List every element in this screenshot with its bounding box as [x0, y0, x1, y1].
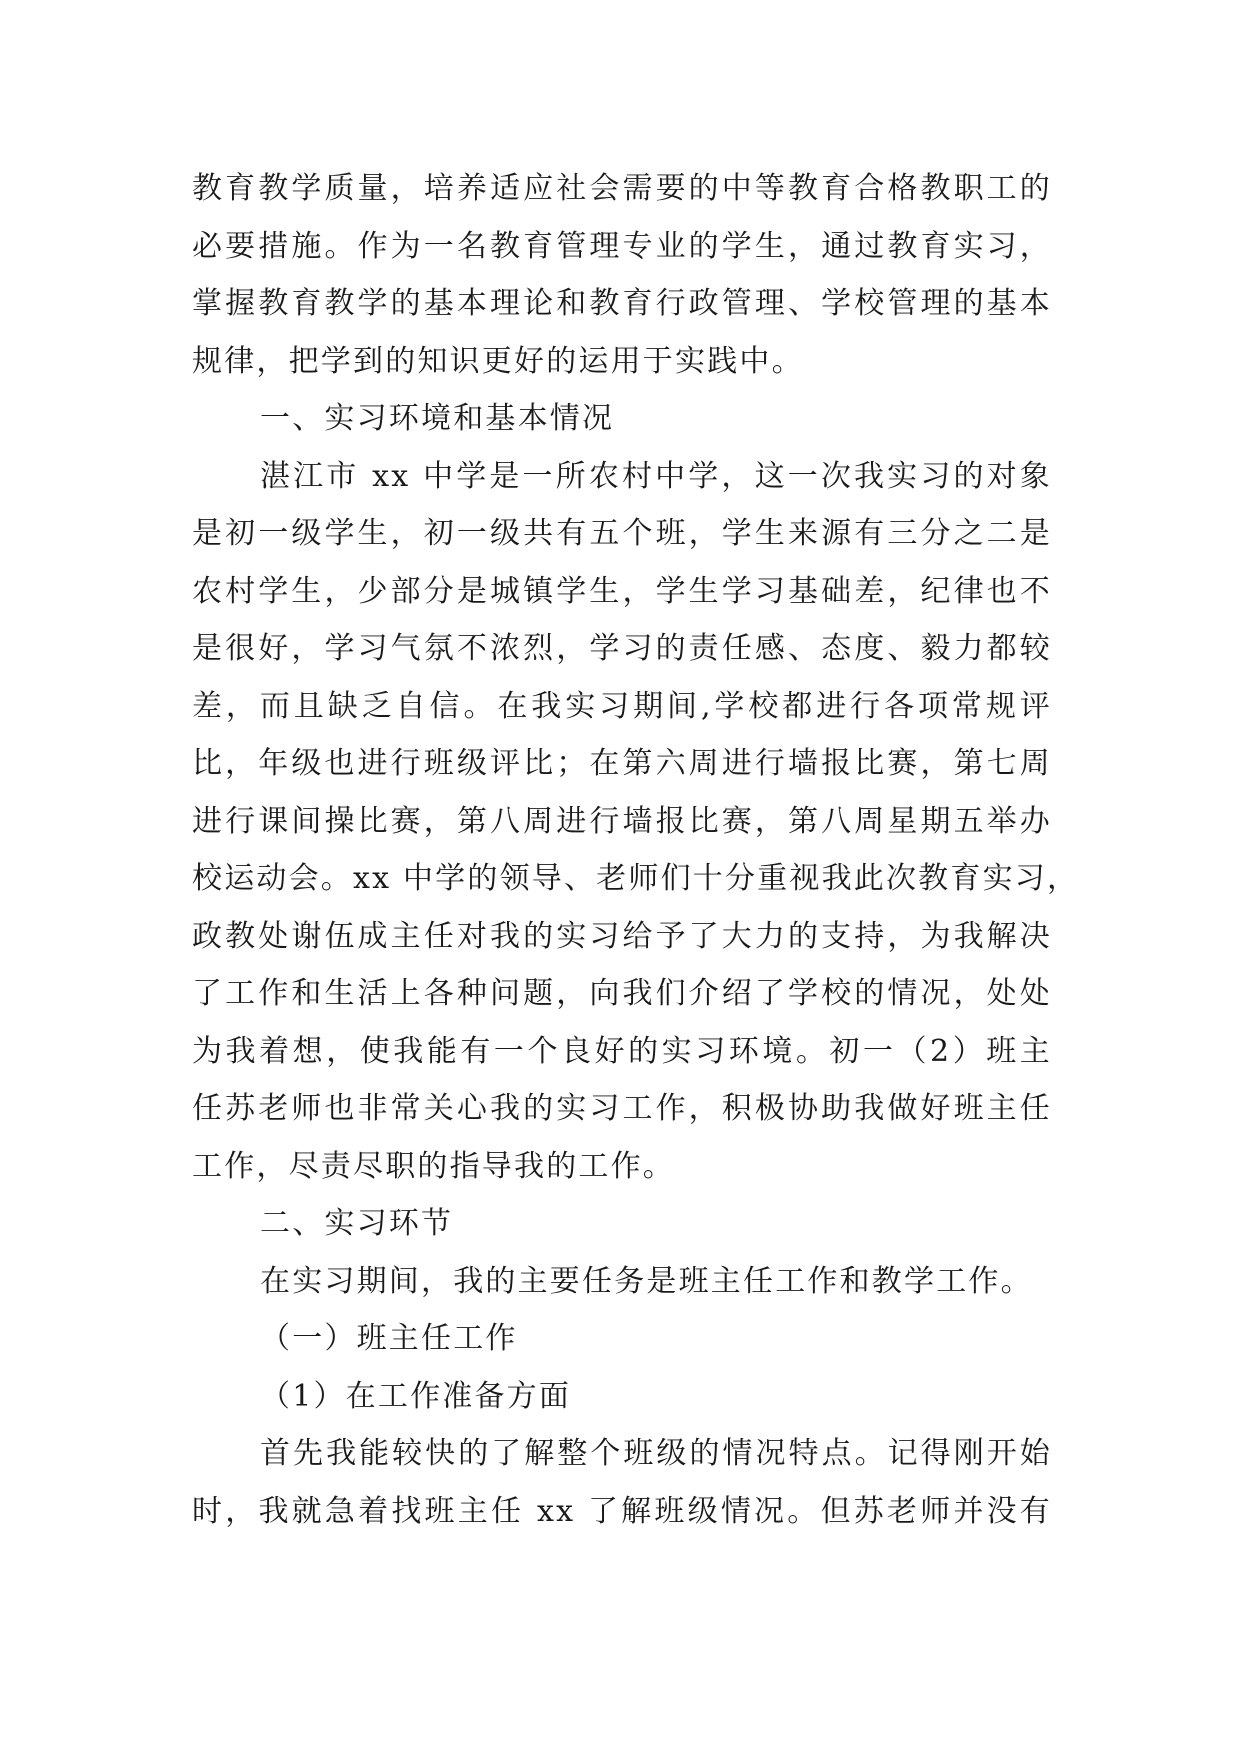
text-line: 为我着想，使我能有一个良好的实习环境。初一（2）班主 [192, 1033, 1052, 1069]
section-heading: 一、实习环境和基本情况 [260, 401, 615, 436]
document-body [192, 160, 1080, 1540]
text-line: 是很好，学习气氛不浓烈，学习的责任感、态度、毅力都较 [192, 631, 1052, 666]
text-line: 必要措施。作为一名教育管理专业的学生，通过教育实习， [192, 228, 1052, 264]
text-line: 掌握教育教学的基本理论和教育行政管理、学校管理的基本 [192, 286, 1052, 321]
text-line: 农村学生，少部分是城镇学生，学生学习基础差，纪律也不 [192, 573, 1052, 609]
text-line: 教育教学质量，培养适应社会需要的中等教育合格教职工的 [192, 171, 1052, 206]
text-line: 进行课间操比赛，第八周进行墙报比赛，第八周星期五举办 [192, 803, 1052, 839]
paragraph-first-line: 在实习期间，我的主要任务是班主任工作和教学工作。 [260, 1263, 1033, 1299]
subsection-heading: （1）在工作准备方面 [260, 1378, 572, 1414]
text-line: 任苏老师也非常关心我的实习工作，积极协助我做好班主任 [192, 1091, 1052, 1126]
paragraph-first-line: 湛江市 xx 中学是一所农村中学，这一次我实习的对象 [260, 458, 1052, 494]
text-line: 是初一级学生，初一级共有五个班，学生来源有三分之二是 [192, 516, 1052, 551]
text-line: 政教处谢伍成主任对我的实习给予了大力的支持，为我解决 [192, 918, 1052, 954]
text-line: 时，我就急着找班主任 xx 了解班级情况。但苏老师并没有 [192, 1493, 1052, 1529]
text-line: 了工作和生活上各种问题，向我们介绍了学校的情况，处处 [192, 976, 1052, 1011]
text-line: 比，年级也进行班级评比；在第六周进行墙报比赛，第七周 [192, 746, 1052, 781]
text-line: 规律，把学到的知识更好的运用于实践中。 [192, 343, 804, 379]
paragraph-first-line: 首先我能较快的了解整个班级的情况特点。记得刚开始 [260, 1436, 1052, 1471]
section-heading: 二、实习环节 [260, 1206, 454, 1241]
text-line: 工作，尽责尽职的指导我的工作。 [192, 1148, 675, 1184]
text-line: 差，而且缺乏自信。在我实习期间,学校都进行各项常规评 [192, 688, 1052, 724]
subsection-heading: （一）班主任工作 [260, 1321, 518, 1356]
text-line: 校运动会。xx 中学的领导、老师们十分重视我此次教育实习， [192, 861, 1080, 896]
